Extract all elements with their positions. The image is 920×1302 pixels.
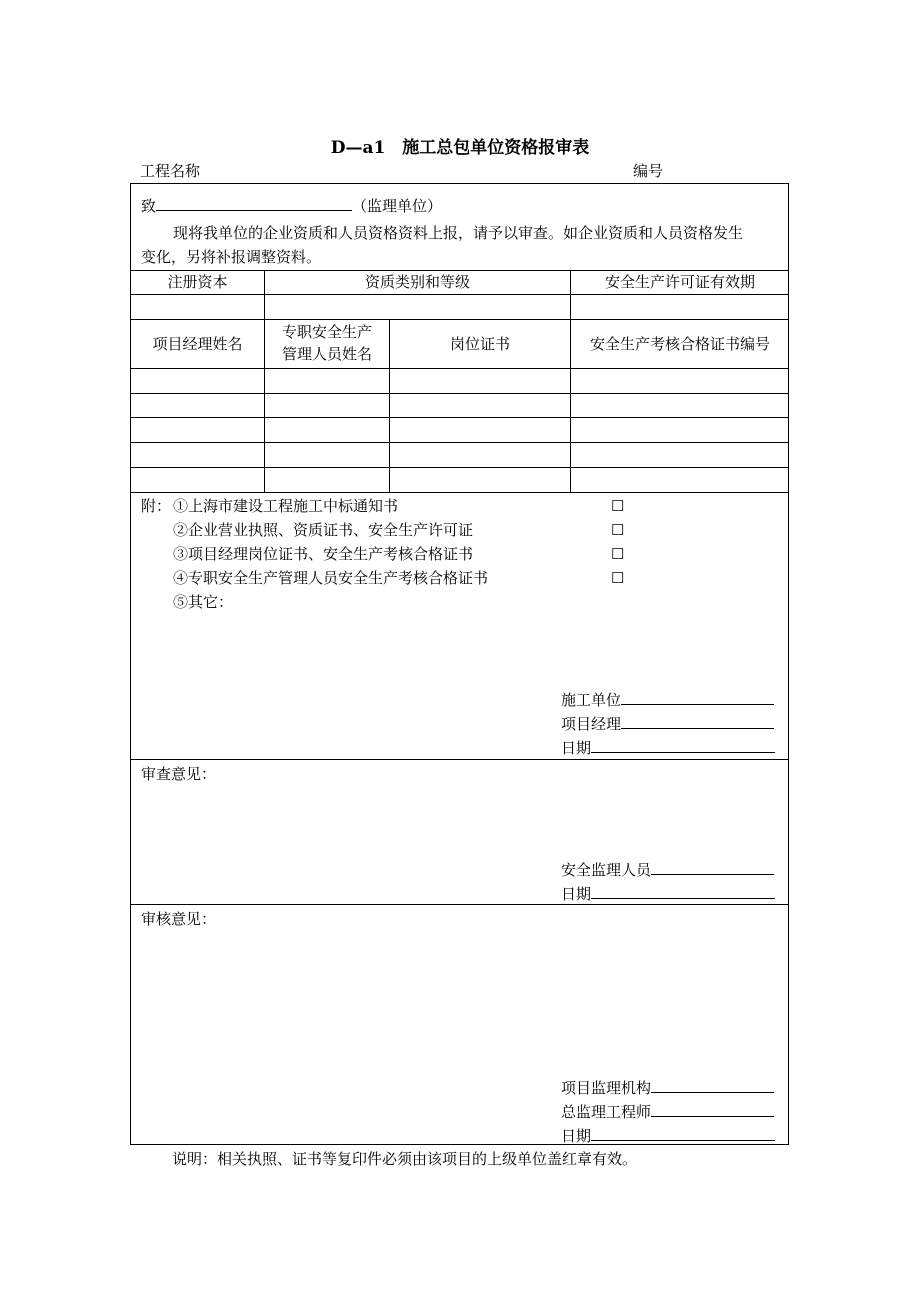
- post-certificate-header: 岗位证书: [449, 335, 510, 353]
- chief-engineer-label: 总监理工程师: [561, 1103, 652, 1121]
- supervision-org-label: 项目监理机构: [561, 1079, 652, 1097]
- safety-exam-cert-header: 安全生产考核合格证书编号: [589, 335, 770, 353]
- pm-field[interactable]: [621, 714, 774, 729]
- contractor-date: [561, 738, 775, 756]
- supervision-unit-field[interactable]: [156, 196, 352, 211]
- pm-name-header: 项目经理姓名: [152, 335, 243, 353]
- contractor-signature: [561, 690, 774, 708]
- audit-date-label: 日期: [561, 1127, 592, 1145]
- safety-staff-header-line2: 管理人员姓名: [281, 345, 372, 363]
- table-row[interactable]: [131, 369, 789, 393]
- pm-label: 项目经理: [561, 715, 622, 733]
- review-date: [561, 884, 775, 902]
- audit-date-field[interactable]: [591, 1126, 775, 1141]
- contractor-date-label: 日期: [561, 739, 592, 757]
- contractor-field[interactable]: [621, 690, 774, 705]
- chief-engineer-signature: [561, 1102, 774, 1120]
- contractor-date-field[interactable]: [591, 738, 775, 753]
- audit-comment-area[interactable]: [141, 934, 781, 1064]
- table-row[interactable]: [131, 418, 789, 442]
- to-prefix: 致: [141, 197, 157, 215]
- safety-supervisor-label: 安全监理人员: [561, 861, 652, 879]
- qualification-cell[interactable]: [265, 295, 570, 319]
- table-row[interactable]: [131, 443, 789, 467]
- attachments-prefix: 附：: [141, 497, 172, 515]
- supervision-org-signature: [561, 1078, 774, 1096]
- number-label: 编号: [633, 162, 664, 180]
- footnote: 说明：相关执照、证书等复印件必须由该项目的上级单位盖红章有效。: [172, 1150, 638, 1168]
- audit-date: [561, 1126, 775, 1144]
- contractor-label: 施工单位: [561, 691, 622, 709]
- safety-supervisor-signature: [561, 860, 774, 878]
- page-title: D—a1 施工总包单位资格报审表: [330, 138, 590, 158]
- attachment-checkbox-4[interactable]: ☐: [611, 569, 625, 587]
- review-comment-area[interactable]: [141, 788, 781, 848]
- attachment-item-3: ③项目经理岗位证书、安全生产考核合格证书: [173, 545, 474, 563]
- attachment-item-4: ④专职安全生产管理人员安全生产考核合格证书: [173, 569, 489, 587]
- supervision-org-field[interactable]: [651, 1078, 774, 1093]
- pm-signature: [561, 714, 774, 732]
- project-name-label: 工程名称: [140, 162, 201, 180]
- to-suffix: （监理单位）: [352, 197, 443, 215]
- statement-line-1: 现将我单位的企业资质和人员资格资料上报，请予以审查。如企业资质和人员资格发生: [173, 224, 744, 242]
- safety-supervisor-field[interactable]: [651, 860, 774, 875]
- attachment-item-5: ⑤其它：: [173, 593, 234, 611]
- registered-capital-header: 注册资本: [167, 273, 228, 291]
- audit-label: 审核意见：: [141, 910, 217, 928]
- safety-license-cell[interactable]: [571, 295, 789, 319]
- safety-staff-header: [265, 321, 389, 365]
- attachment-checkbox-3[interactable]: ☐: [611, 545, 625, 563]
- attachment-item-2: ②企业营业执照、资质证书、安全生产许可证: [173, 521, 474, 539]
- attachment-checkbox-1[interactable]: ☐: [611, 497, 625, 515]
- review-label: 审查意见：: [141, 765, 217, 783]
- review-date-field[interactable]: [591, 884, 775, 899]
- review-date-label: 日期: [561, 885, 592, 903]
- approval-form: [130, 183, 789, 1145]
- attachment-checkbox-2[interactable]: ☐: [611, 521, 625, 539]
- table-row[interactable]: [131, 468, 789, 492]
- registered-capital-cell[interactable]: [131, 295, 264, 319]
- qualification-header: 资质类别和等级: [364, 273, 470, 291]
- statement-line-2: 变化，另将补报调整资料。: [141, 248, 322, 266]
- safety-license-header: 安全生产许可证有效期: [604, 273, 755, 291]
- table-row[interactable]: [131, 394, 789, 417]
- safety-staff-header-line1: 专职安全生产: [281, 323, 372, 341]
- chief-engineer-field[interactable]: [651, 1102, 774, 1117]
- to-line: [141, 196, 442, 214]
- attachment-item-1: ①上海市建设工程施工中标通知书: [173, 497, 399, 515]
